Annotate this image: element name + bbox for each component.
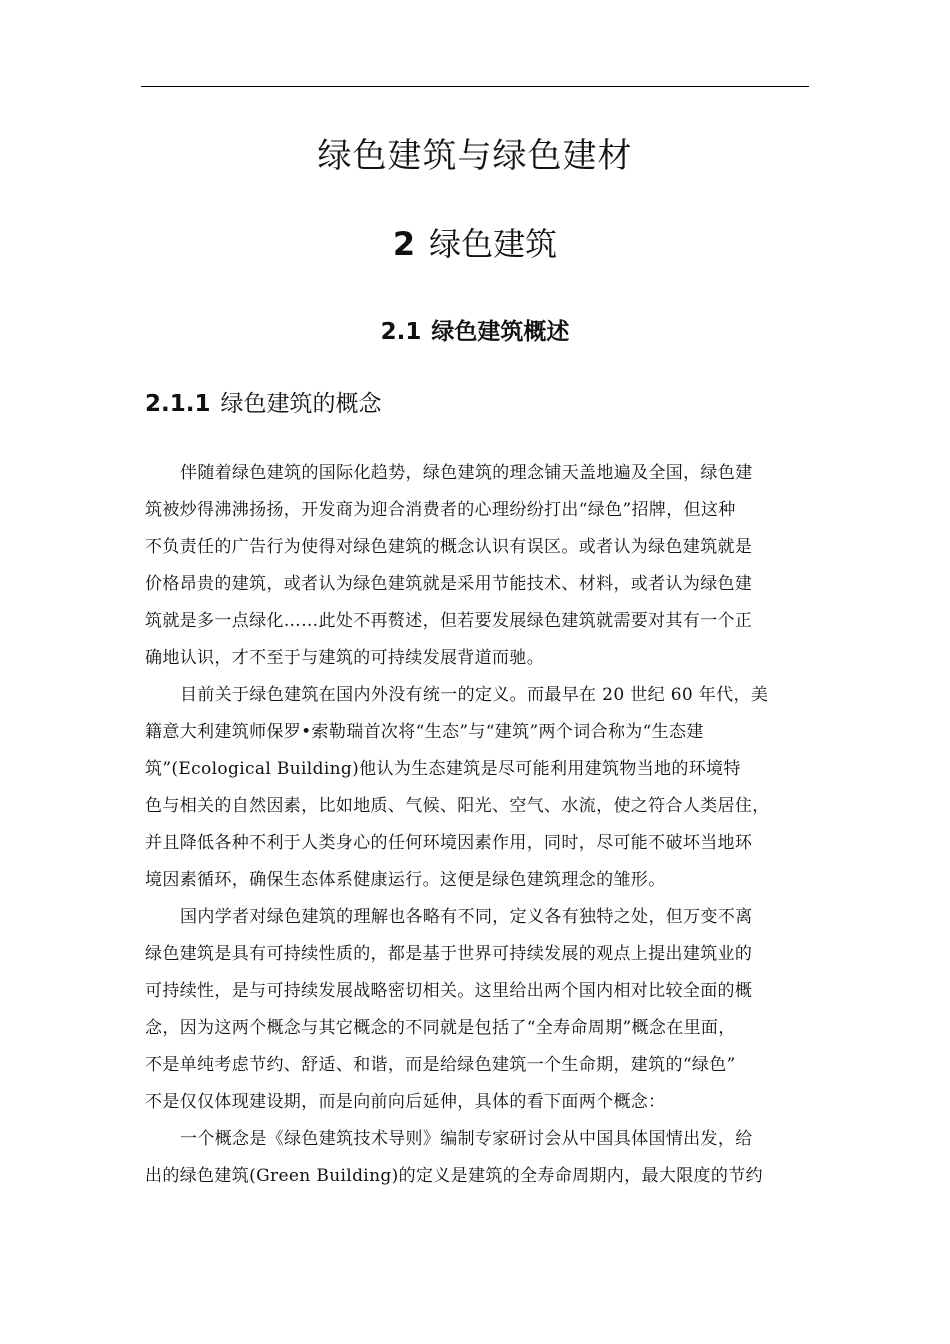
section-heading	[0, 312, 950, 352]
document-title: 绿色建筑与绿色建材	[317, 136, 633, 176]
text-line: 一个概念是《绿色建筑技术导则》编制专家研讨会从中国具体国情出发，给	[180, 1129, 753, 1149]
text-line: 筑”(Ecological Building)他认为生态建筑是尽可能利用建筑物当地的环境特	[145, 759, 741, 779]
subsection-title: 绿色建筑的概念	[220, 391, 382, 417]
text-line: 绿色建筑是具有可持续性质的，都是基于世界可持续发展的观点上提出建筑业的	[145, 944, 753, 964]
subsection-heading	[145, 384, 382, 424]
text-line: 并且降低各种不利于人类身心的任何环境因素作用，同时，尽可能不破坏当地环	[145, 833, 753, 853]
text-line: 目前关于绿色建筑在国内外没有统一的定义。而最早在 20 世纪 60 年代，美	[180, 685, 769, 705]
subsection-number: 2.1.1	[145, 391, 211, 417]
text-line: 不是单纯考虑节约、舒适、和谐，而是给绿色建筑一个生命期，建筑的“绿色”	[145, 1055, 736, 1075]
chapter-title: 绿色建筑	[429, 225, 558, 263]
text-line: 境因素循环，确保生态体系健康运行。这便是绿色建筑理念的雏形。	[145, 870, 666, 890]
text-line: 伴随着绿色建筑的国际化趋势，绿色建筑的理念铺天盖地遍及全国，绿色建	[180, 463, 753, 483]
text-line: 不是仅仅体现建设期，而是向前向后延伸，具体的看下面两个概念：	[145, 1092, 666, 1112]
text-line: 出的绿色建筑(Green Building)的定义是建筑的全寿命周期内，最大限度的节约	[145, 1166, 763, 1186]
body-text	[145, 455, 807, 1195]
chapter-heading	[0, 220, 950, 268]
text-line: 色与相关的自然因素，比如地质、气候、阳光、空气、水流，使之符合人类居住，	[145, 796, 770, 816]
text-line: 可持续性，是与可持续发展战略密切相关。这里给出两个国内相对比较全面的概	[145, 981, 753, 1001]
text-line: 筑被炒得沸沸扬扬，开发商为迎合消费者的心理纷纷打出“绿色”招牌，但这种	[145, 500, 736, 520]
text-line: 价格昂贵的建筑，或者认为绿色建筑就是采用节能技术、材料，或者认为绿色建	[145, 574, 753, 594]
text-line: 确地认识，才不至于与建筑的可持续发展背道而驰。	[145, 648, 545, 668]
header-rule	[141, 86, 809, 87]
text-line: 国内学者对绿色建筑的理解也各略有不同，定义各有独特之处，但万变不离	[180, 907, 753, 927]
text-line: 念，因为这两个概念与其它概念的不同就是包括了“全寿命周期”概念在里面，	[145, 1018, 736, 1038]
section-title: 绿色建筑概述	[431, 319, 570, 345]
section-number: 2.1	[380, 319, 422, 345]
text-line: 筑就是多一点绿化……此处不再赘述，但若要发展绿色建筑就需要对其有一个正	[145, 611, 753, 631]
text-line: 籍意大利建筑师保罗•索勒瑞首次将“生态”与“建筑”两个词合称为“生态建	[145, 722, 704, 742]
chapter-number: 2	[392, 225, 416, 263]
text-line: 不负责任的广告行为使得对绿色建筑的概念认识有误区。或者认为绿色建筑就是	[145, 537, 753, 557]
